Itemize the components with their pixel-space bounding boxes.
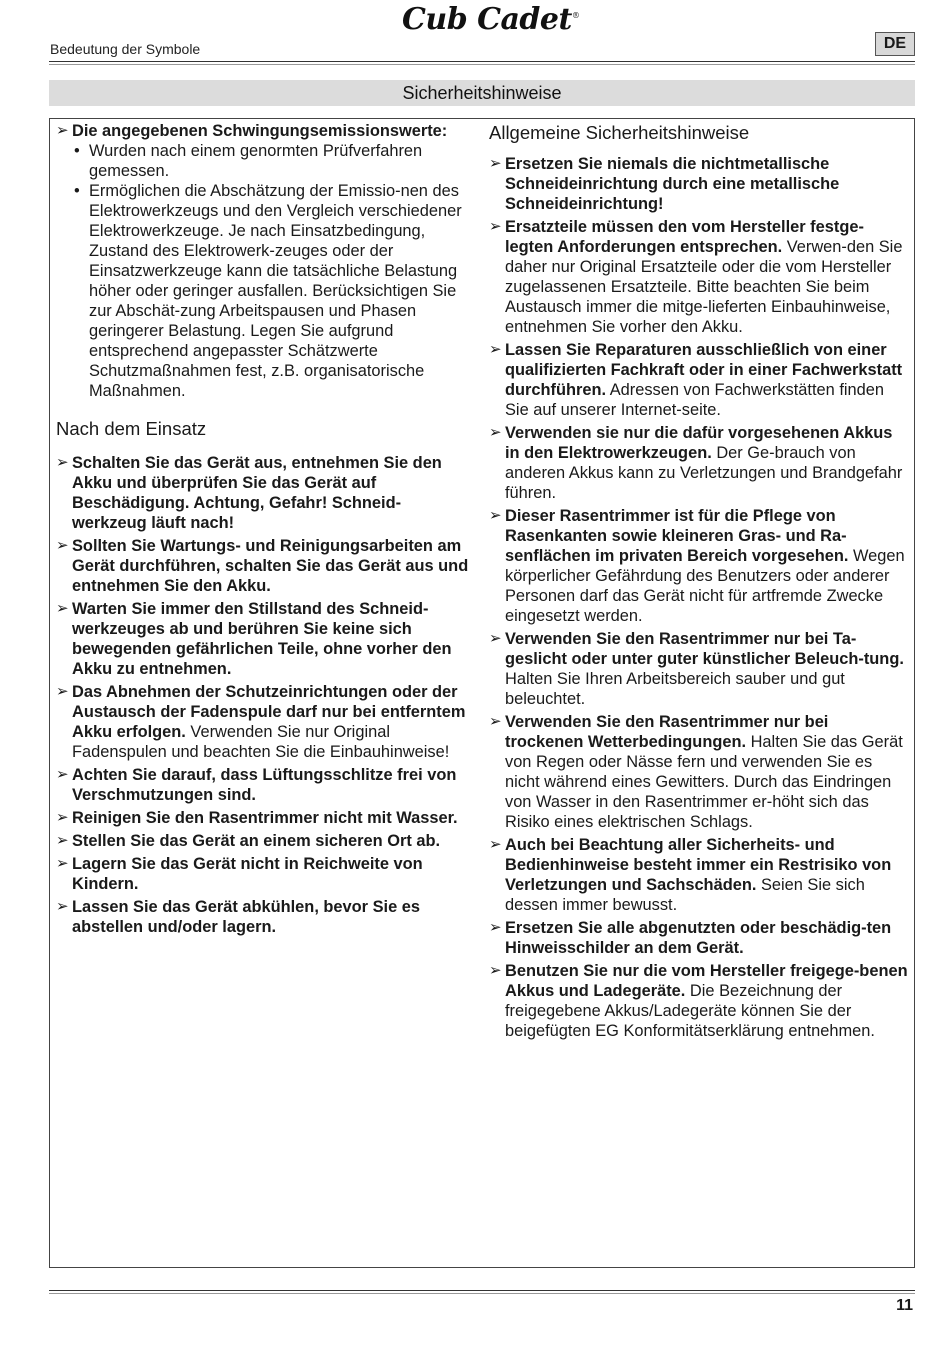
list-item bbox=[489, 629, 909, 709]
section-banner: Sicherheitshinweise bbox=[49, 80, 915, 106]
list-item bbox=[489, 423, 909, 503]
item-bold-text: Reinigen Sie den Rasentrimmer nicht mit Wasser. bbox=[72, 809, 458, 827]
item-bold-text: Benutzen Sie nur die vom Hersteller freigege-benen Akkus und Ladegeräte. bbox=[505, 962, 908, 1000]
arrow-bullet-icon: ➢ bbox=[56, 683, 69, 700]
list-item bbox=[489, 835, 909, 915]
arrow-bullet-icon: ➢ bbox=[56, 454, 69, 471]
list-item bbox=[56, 682, 474, 762]
item-bold-text: Lassen Sie Reparaturen ausschließlich von einer qualifizierten Fachkraft oder in einer Fachwerkstatt durchführen. bbox=[505, 341, 903, 399]
list-item bbox=[56, 536, 474, 596]
list-item bbox=[489, 961, 909, 1041]
list-item bbox=[56, 599, 474, 679]
list-item bbox=[489, 712, 909, 832]
item-bold-text: Ersetzen Sie alle abgenutzten oder beschädig-ten Hinweisschilder an dem Gerät. bbox=[505, 919, 892, 957]
footer-rule bbox=[49, 1290, 915, 1294]
arrow-bullet-icon: ➢ bbox=[56, 766, 69, 783]
section-heading: Nach dem Einsatz bbox=[56, 418, 207, 439]
item-bold-text: Schalten Sie das Gerät aus, entnehmen Sie den Akku und überprüfen Sie das Gerät auf Beschädigung. Achtung, Gefahr! Schneid-werkzeug läuft nach! bbox=[72, 454, 442, 532]
page-number: 11 bbox=[896, 1297, 913, 1314]
arrow-bullet-icon: ➢ bbox=[489, 919, 502, 936]
item-bold-text: Ersatzteile müssen den vom Hersteller festge-legten Anforderungen entsprechen. bbox=[505, 218, 864, 256]
item-text: Der Ge-brauch von anderen Akkus kann zu Verletzungen und Brandgefahr führen. bbox=[505, 444, 903, 502]
item-bold-text: Das Abnehmen der Schutzeinrichtungen oder der Austausch der Fadenspule darf nur bei entferntem Akku erfolgen. bbox=[72, 683, 466, 741]
arrow-bullet-icon: ➢ bbox=[56, 600, 69, 617]
logo-text: Cub Cadet bbox=[402, 2, 572, 37]
logo-mark: ® bbox=[571, 11, 580, 20]
section-heading: Allgemeine Sicherheitshinweise bbox=[489, 122, 750, 143]
list-item bbox=[489, 340, 909, 420]
arrow-bullet-icon: ➢ bbox=[489, 713, 502, 730]
list-item bbox=[56, 831, 474, 851]
list-item bbox=[56, 765, 474, 805]
section-label: Bedeutung der Symbole bbox=[50, 41, 201, 57]
list-item bbox=[56, 453, 474, 533]
sub-bullet-text: Ermöglichen die Abschätzung der Emissio-nen des Elektrowerkzeugs und den Vergleich verschiedener Elektrowerkzeuge. Je nach Einsatzbedingung, Zustand des Elektrowerk-zeuges oder der Einsatzwerkzeuge kann die tatsächliche Belastung höher oder geringer ausfallen. Berücksichtigen Sie zur Abschät-zung Arbeitspausen und Phasen geringerer Belastung. Legen Sie aufgrund entsprechend angepasster Schätzwerte Schutzmaßnahmen fest, z.B. organisatorische Maßnahmen. bbox=[89, 182, 462, 400]
dot-bullet-icon: • bbox=[74, 142, 80, 160]
item-text: Halten Sie das Gerät von Regen oder Nässe fern und verwenden Sie es nicht während eines Gewitters. Durch das Eindringen von Wasser in den Rasentrimmer er-höht sich das Risiko eines elektrischen Schlags. bbox=[505, 733, 903, 831]
arrow-bullet-icon: ➢ bbox=[56, 855, 69, 872]
arrow-bullet-icon: ➢ bbox=[489, 962, 502, 979]
sub-bullet bbox=[72, 181, 474, 401]
item-text: Adressen von Fachwerkstätten finden Sie auf unserer Internet-seite. bbox=[505, 381, 884, 419]
list-item bbox=[489, 506, 909, 626]
brand-logo bbox=[402, 2, 579, 37]
language-badge: DE bbox=[875, 32, 915, 56]
sub-bullet-text: Wurden nach einem genormten Prüfverfahren gemessen. bbox=[89, 142, 423, 180]
item-text: Halten Sie Ihren Arbeitsbereich sauber und gut beleuchtet. bbox=[505, 670, 845, 708]
list-item bbox=[489, 217, 909, 337]
item-text: Verwen-den Sie daher nur Original Ersatzteile oder die vom Hersteller zugelassenen Ersatzteile. Bitte beachten Sie beim Austausch immer die mitge-lieferten Einbauhinweise, entnehmen Sie vorher den Akku. bbox=[505, 238, 903, 336]
item-text: Seien Sie sich dessen immer bewusst. bbox=[505, 876, 865, 914]
list-item bbox=[56, 897, 474, 937]
arrow-bullet-icon: ➢ bbox=[489, 218, 502, 235]
item-bold-text: Verwenden Sie den Rasentrimmer nur bei trockenen Wetterbedingungen. bbox=[505, 713, 829, 751]
item-bold-text: Stellen Sie das Gerät an einem sicheren Ort ab. bbox=[72, 832, 441, 850]
arrow-bullet-icon: ➢ bbox=[489, 630, 502, 647]
item-text: Die Bezeichnung der freigegebene Akkus/Ladegeräte können Sie der beigefügten EG Konformitätserklärung entnehmen. bbox=[505, 982, 875, 1040]
header-rule bbox=[49, 61, 915, 65]
arrow-bullet-icon: ➢ bbox=[56, 809, 69, 826]
item-bold-text: Ersetzen Sie niemals die nichtmetallische Schneideinrichtung durch eine metallische Schneideinrichtung! bbox=[505, 155, 840, 213]
content-box bbox=[49, 118, 915, 1268]
list-item bbox=[56, 121, 474, 401]
left-column bbox=[56, 121, 474, 940]
item-bold-text: Dieser Rasentrimmer ist für die Pflege von Rasenkanten sowie kleineren Gras- und Ra-senflächen im privaten Bereich vorgesehen. bbox=[505, 507, 849, 565]
arrow-bullet-icon: ➢ bbox=[489, 341, 502, 358]
item-text: Wegen körperlicher Gefährdung des Benutzers oder anderer Personen darf das Gerät nicht für artfremde Zwecke eingesetzt werden. bbox=[505, 547, 905, 625]
arrow-bullet-icon: ➢ bbox=[56, 537, 69, 554]
list-item bbox=[489, 154, 909, 214]
arrow-bullet-icon: ➢ bbox=[489, 507, 502, 524]
arrow-bullet-icon: ➢ bbox=[489, 836, 502, 853]
sub-bullet bbox=[72, 141, 474, 181]
item-bold-text: Lassen Sie das Gerät abkühlen, bevor Sie es abstellen und/oder lagern. bbox=[72, 898, 420, 936]
arrow-bullet-icon: ➢ bbox=[56, 832, 69, 849]
item-bold-text: Verwenden sie nur die dafür vorgesehenen Akkus in den Elektrowerkzeugen. bbox=[505, 424, 893, 462]
item-bold-text: Lagern Sie das Gerät nicht in Reichweite von Kindern. bbox=[72, 855, 423, 893]
item-bold-text: Achten Sie darauf, dass Lüftungsschlitze frei von Verschmutzungen sind. bbox=[72, 766, 457, 804]
item-lead: Die angegebenen Schwingungsemissionswerte: bbox=[72, 122, 448, 140]
item-bold-text: Sollten Sie Wartungs- und Reinigungsarbeiten am Gerät durchführen, schalten Sie das Gerät aus und entnehmen Sie den Akku. bbox=[72, 537, 469, 595]
list-item bbox=[56, 854, 474, 894]
arrow-bullet-icon: ➢ bbox=[56, 122, 69, 139]
list-item bbox=[56, 808, 474, 828]
right-column bbox=[489, 121, 909, 1044]
item-bold-text: Auch bei Beachtung aller Sicherheits- und Bedienhinweise besteht immer ein Restrisiko von Verletzungen und Sachschäden. bbox=[505, 836, 892, 894]
arrow-bullet-icon: ➢ bbox=[489, 155, 502, 172]
arrow-bullet-icon: ➢ bbox=[56, 898, 69, 915]
item-bold-text: Warten Sie immer den Stillstand des Schneid-werkzeuges ab und berühren Sie keine sich bewegenden gefährlichen Teile, ohne vorher den Akku zu entnehmen. bbox=[72, 600, 452, 678]
list-item bbox=[489, 918, 909, 958]
item-text: Verwenden Sie nur Original Fadenspulen und beachten Sie die Einbauhinweise! bbox=[72, 723, 450, 761]
arrow-bullet-icon: ➢ bbox=[489, 424, 502, 441]
item-bold-text: Verwenden Sie den Rasentrimmer nur bei Ta-geslicht oder unter guter künstlicher Beleuch-tung. bbox=[505, 630, 904, 668]
dot-bullet-icon: • bbox=[74, 182, 80, 200]
